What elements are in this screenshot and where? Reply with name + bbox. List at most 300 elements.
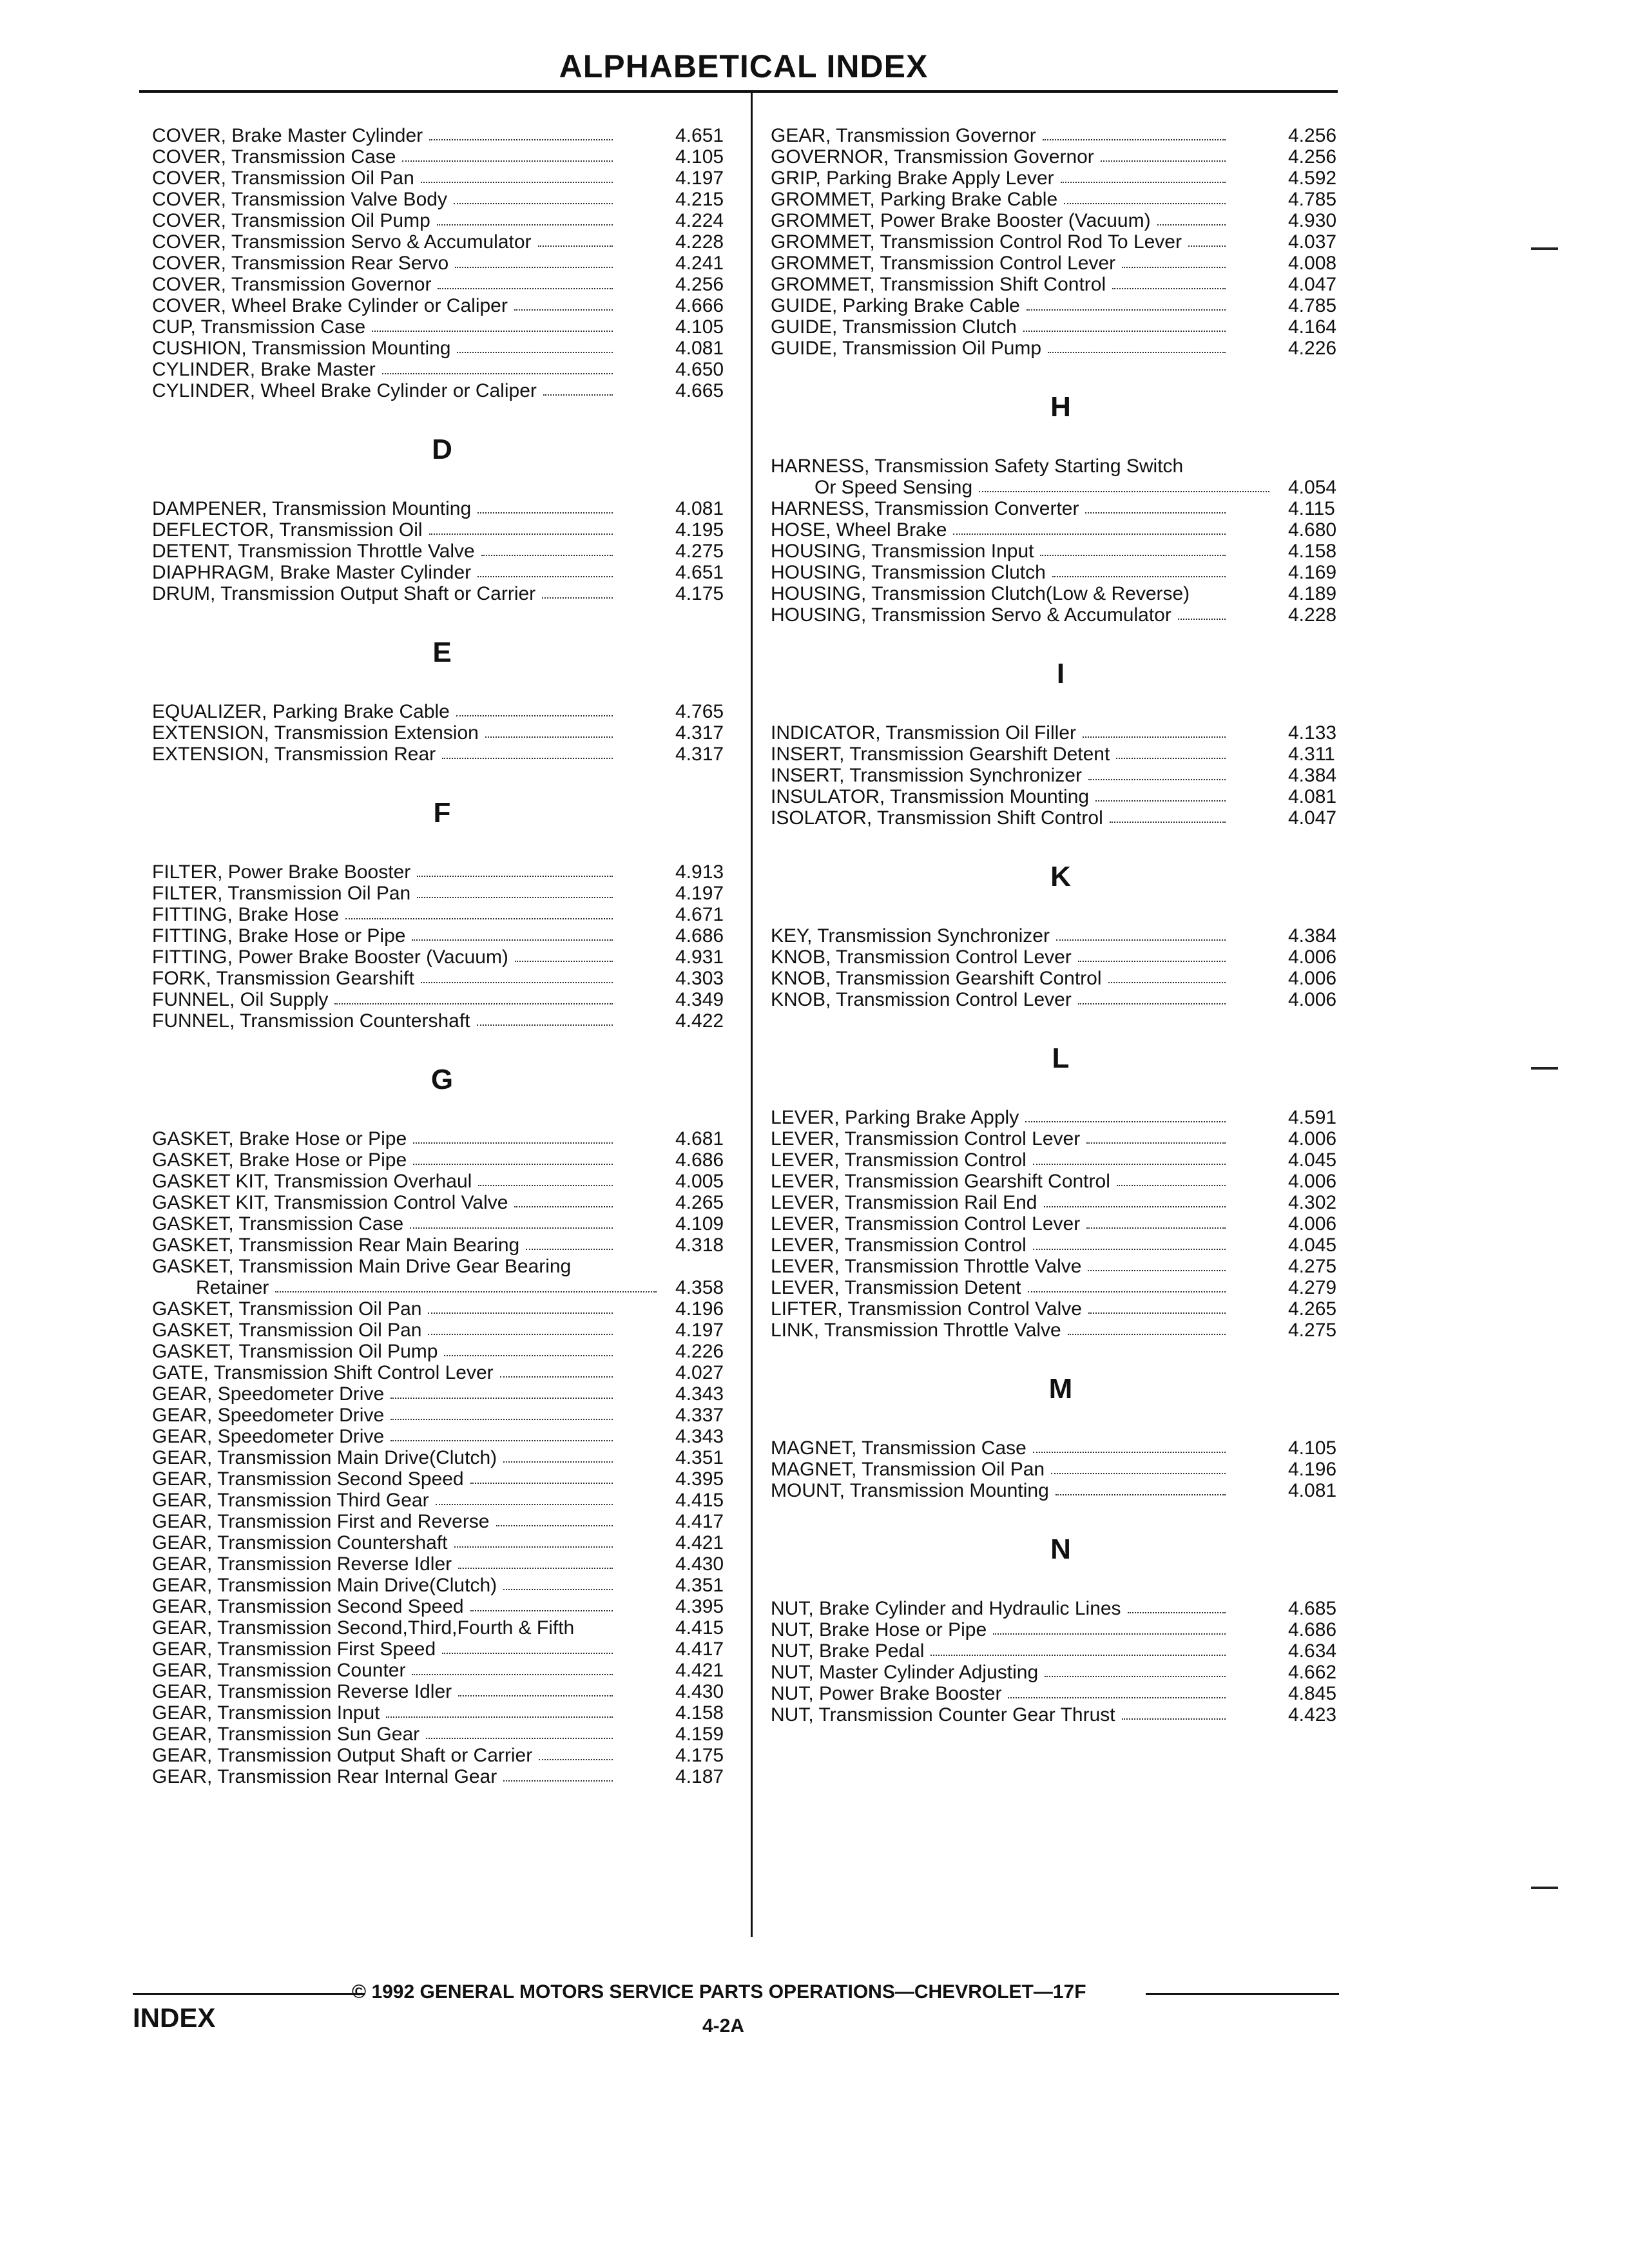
index-entry [152,744,738,765]
section-letter-heading: G [430,1064,454,1095]
index-entry [771,562,1351,583]
page-title: ALPHABETICAL INDEX [559,48,929,84]
index-entry [771,295,1351,316]
index-entry [152,1128,738,1149]
dot-leader [539,1745,613,1760]
entry-page-ref: 4.195 [675,519,724,541]
dot-leader [438,274,613,289]
dot-leader [429,519,613,535]
dot-leader [503,1575,613,1590]
entry-term: DIAPHRAGM, Brake Master Cylinder [152,562,472,583]
dot-leader [1052,562,1226,577]
right-column [771,125,1351,1725]
entry-term: GEAR, Transmission Main Drive(Clutch) [152,1447,497,1468]
entry-page-ref: 4.685 [1288,1598,1337,1619]
margin-mark [1531,1067,1558,1070]
entry-page-ref: 4.343 [675,1426,724,1447]
entry-page-ref: 4.634 [1288,1640,1337,1662]
dot-leader [477,1010,613,1026]
index-entry [771,604,1351,626]
entry-term: FITTING, Brake Hose [152,904,340,925]
index-entry [152,274,738,295]
entry-term: LEVER, Transmission Detent [771,1277,1021,1298]
dot-leader [1008,1683,1226,1698]
index-entry [152,583,738,604]
entry-term: HOUSING, Transmission Clutch(Low & Reverse) [771,583,1190,604]
entry-term: GASKET, Transmission Rear Main Bearing [152,1235,520,1256]
index-entry [152,1575,738,1596]
entry-page-ref: 4.395 [675,1596,724,1617]
index-entry [771,989,1351,1010]
entry-term: GEAR, Transmission Input [152,1702,380,1724]
footer-rule-right [1146,1993,1339,1995]
dot-leader [1157,210,1226,226]
entry-page-ref: 4.197 [675,168,724,189]
entry-page-ref: 4.422 [675,1010,724,1032]
index-entry [152,861,738,883]
entry-term: GEAR, Transmission Reverse Idler [152,1553,452,1575]
entry-page-ref: 4.686 [1288,1619,1337,1640]
index-entry [771,316,1351,338]
entry-term: INDICATOR, Transmission Oil Filler [771,722,1076,744]
entry-page-ref: 4.651 [675,562,724,583]
dot-leader [436,1490,613,1505]
entry-page-ref: 4.591 [1288,1107,1337,1128]
index-entry [771,1298,1351,1320]
index-entry [771,456,1351,477]
entry-term: GUIDE, Transmission Oil Pump [771,338,1042,359]
entry-page-ref: 4.045 [1288,1149,1337,1171]
entry-term: HARNESS, Transmission Converter [771,498,1079,519]
entry-term: GEAR, Transmission Output Shaft or Carrier [152,1745,533,1766]
dot-leader [930,1640,1226,1656]
dot-leader [538,231,613,247]
dot-leader [1086,1213,1226,1229]
entry-page-ref: 4.662 [1288,1662,1337,1683]
dot-leader [454,1532,613,1548]
index-entry [771,765,1351,786]
dot-leader [503,1447,613,1463]
dot-leader [1122,253,1226,268]
dot-leader [442,744,613,759]
index-entry [771,1235,1351,1256]
entry-page-ref: 4.686 [675,925,724,947]
dot-leader [390,1426,613,1441]
left-column [152,125,738,1787]
dot-leader [412,925,613,941]
entry-term: LEVER, Transmission Gearshift Control [771,1171,1110,1192]
index-entry [152,947,738,968]
dot-leader [458,1681,613,1696]
entry-term: GEAR, Speedometer Drive [152,1426,385,1447]
entry-term: GOVERNOR, Transmission Governor [771,146,1094,168]
entry-page-ref: 4.318 [675,1235,724,1256]
entry-term: COVER, Transmission Valve Body [152,189,447,210]
index-entry [152,1639,738,1660]
entry-page-ref: 4.665 [675,380,724,401]
entry-term: NUT, Master Cylinder Adjusting [771,1662,1039,1683]
index-entry [771,786,1351,807]
index-entry [152,1298,738,1320]
index-entry [771,1192,1351,1213]
entry-term: COVER, Transmission Oil Pan [152,168,414,189]
dot-leader [993,1619,1226,1635]
entry-page-ref: 4.666 [675,295,724,316]
entry-page-ref: 4.275 [1288,1320,1337,1341]
entry-term: FITTING, Power Brake Booster (Vacuum) [152,947,508,968]
entry-term: FUNNEL, Transmission Countershaft [152,1010,470,1032]
entry-term: HOSE, Wheel Brake [771,519,947,541]
entry-term: INSERT, Transmission Synchronizer [771,765,1082,786]
index-entry [152,1256,738,1277]
index-entry [152,541,738,562]
entry-page-ref: 4.384 [1288,925,1337,947]
dot-leader [454,189,613,204]
index-entry [771,947,1351,968]
entry-term: FUNNEL, Oil Supply [152,989,329,1010]
index-entry [771,722,1351,744]
entry-page-ref: 4.302 [1288,1192,1337,1213]
entry-page-ref: 4.417 [675,1639,724,1660]
dot-leader [1078,947,1226,962]
index-entry [771,1128,1351,1149]
entry-page-ref: 4.931 [675,947,724,968]
index-entry [152,168,738,189]
section-letter-heading: L [1052,1043,1070,1074]
entry-page-ref: 4.228 [675,231,724,253]
entry-page-ref: 4.845 [1288,1683,1337,1704]
dot-leader [1023,316,1226,332]
entry-page-ref: 4.265 [675,1192,724,1213]
index-entry [152,231,738,253]
entry-term: GEAR, Transmission Second Speed [152,1596,464,1617]
entry-page-ref: 4.175 [675,583,724,604]
entry-term: FILTER, Power Brake Booster [152,861,411,883]
entry-page-ref: 4.275 [675,541,724,562]
entry-term: COVER, Transmission Oil Pump [152,210,430,231]
dot-leader [1095,786,1226,802]
index-entry [152,1490,738,1511]
entry-page-ref: 4.421 [675,1660,724,1681]
entry-page-ref: 4.680 [1288,519,1337,541]
entry-page-ref: 4.047 [1288,807,1337,829]
entry-term: EXTENSION, Transmission Rear [152,744,436,765]
margin-mark [1531,247,1558,250]
dot-leader [1085,498,1226,514]
entry-page-ref: 4.343 [675,1383,724,1405]
index-entry [152,125,738,146]
entry-term: LEVER, Transmission Control Lever [771,1128,1081,1149]
dot-leader [485,722,613,738]
dot-leader [1086,1128,1226,1144]
entry-term: GASKET, Transmission Main Drive Gear Bearing [152,1256,572,1277]
entry-page-ref: 4.027 [675,1362,724,1383]
index-entry [152,968,738,989]
entry-term: NUT, Transmission Counter Gear Thrust [771,1704,1115,1725]
entry-term: LEVER, Transmission Control [771,1149,1027,1171]
entry-term: GUIDE, Parking Brake Cable [771,295,1020,316]
dot-leader [386,1702,613,1718]
index-entry [152,1149,738,1171]
entry-term: GROMMET, Parking Brake Cable [771,189,1058,210]
index-entry [771,253,1351,274]
index-entry [771,541,1351,562]
entry-term: GEAR, Transmission First Speed [152,1639,436,1660]
entry-term: CUP, Transmission Case [152,316,366,338]
dot-leader [470,1596,613,1611]
dot-leader [428,1320,613,1335]
dot-leader [1110,807,1226,823]
section-letter-heading: E [432,637,452,668]
entry-term: GASKET KIT, Transmission Overhaul [152,1171,472,1192]
entry-page-ref: 4.159 [675,1724,724,1745]
index-entry [152,1511,738,1532]
entry-page-ref: 4.913 [675,861,724,883]
entry-page-ref: 4.008 [1288,253,1337,274]
section-letter-heading: I [1056,658,1065,689]
entry-term: HOUSING, Transmission Input [771,541,1034,562]
entry-page-ref: 4.197 [675,1320,724,1341]
entry-page-ref: 4.785 [1288,295,1337,316]
entry-page-ref: 4.006 [1288,1213,1337,1235]
entry-page-ref: 4.047 [1288,274,1337,295]
entry-page-ref: 4.187 [675,1766,724,1787]
entry-page-ref: 4.279 [1288,1277,1337,1298]
entry-page-ref: 4.241 [675,253,724,274]
entry-page-ref: 4.671 [675,904,724,925]
index-entry [771,1256,1351,1277]
index-entry [771,1619,1351,1640]
index-entry [771,168,1351,189]
entry-page-ref: 4.415 [675,1490,724,1511]
index-entry [771,1320,1351,1341]
index-entry [152,904,738,925]
section-letter-heading: D [432,434,452,465]
footer-rule-left [133,1993,365,1995]
entry-term: HARNESS, Transmission Safety Starting Switch [771,456,1184,477]
dot-leader [1028,1277,1226,1293]
entry-term: LEVER, Parking Brake Apply [771,1107,1019,1128]
index-entry [152,1383,738,1405]
entry-page-ref: 4.224 [675,210,724,231]
entry-term: INSERT, Transmission Gearshift Detent [771,744,1110,765]
entry-page-ref: 4.175 [675,1745,724,1766]
dot-leader [421,968,613,983]
entry-term: GEAR, Transmission Countershaft [152,1532,448,1553]
index-entry [152,1171,738,1192]
entry-term: GASKET, Brake Hose or Pipe [152,1128,407,1149]
dot-leader [413,1149,613,1165]
entry-page-ref: 4.651 [675,125,724,146]
index-entry [152,1702,738,1724]
entry-page-ref: 4.006 [1288,1171,1337,1192]
index-entry [771,744,1351,765]
index-entry [771,1459,1351,1480]
entry-page-ref: 4.256 [1288,125,1337,146]
entry-page-ref: 4.303 [675,968,724,989]
entry-term: HOUSING, Transmission Servo & Accumulator [771,604,1171,626]
entry-page-ref: 4.430 [675,1553,724,1575]
index-entry [152,1745,738,1766]
index-entry [152,1362,738,1383]
index-entry [152,1681,738,1702]
dot-leader [437,210,613,226]
dot-leader [477,562,613,577]
dot-leader [481,541,613,556]
entry-page-ref: 4.105 [1288,1437,1337,1459]
dot-leader [457,338,613,353]
index-entry [152,1277,738,1298]
entry-page-ref: 4.421 [675,1532,724,1553]
entry-term: GEAR, Transmission Second,Third,Fourth & Fifth [152,1617,575,1639]
dot-leader [470,1468,613,1484]
entry-term: GRIP, Parking Brake Apply Lever [771,168,1054,189]
index-entry [152,1010,738,1032]
entry-term: LEVER, Transmission Rail End [771,1192,1037,1213]
entry-term: GASKET, Transmission Oil Pump [152,1341,438,1362]
index-entry [771,189,1351,210]
index-entry [152,925,738,947]
index-entry [152,1426,738,1447]
dot-leader [1064,189,1226,204]
dot-leader [1088,765,1226,780]
entry-term: COVER, Wheel Brake Cylinder or Caliper [152,295,508,316]
entry-page-ref: 4.037 [1288,231,1337,253]
index-entry [152,562,738,583]
index-entry [152,1596,738,1617]
top-rule [139,90,1338,93]
dot-leader [979,477,1269,492]
entry-term: LINK, Transmission Throttle Valve [771,1320,1061,1341]
entry-term: LEVER, Transmission Throttle Valve [771,1256,1082,1277]
index-entry [771,1598,1351,1619]
dot-leader [953,519,1226,535]
index-entry [771,498,1351,519]
dot-leader [1033,1149,1226,1165]
dot-leader [515,947,613,962]
entry-page-ref: 4.081 [675,338,724,359]
index-entry [771,807,1351,829]
dot-leader [382,359,613,374]
section-label: INDEX [133,2003,216,2033]
dot-leader [417,883,613,898]
index-entry [152,1447,738,1468]
dot-leader [413,1128,613,1144]
entry-term: CYLINDER, Brake Master [152,359,376,380]
entry-term: GASKET, Transmission Oil Pan [152,1298,422,1320]
dot-leader [442,1639,613,1654]
index-entry [771,338,1351,359]
entry-term: NUT, Brake Pedal [771,1640,925,1662]
entry-term: EQUALIZER, Parking Brake Cable [152,701,450,722]
entry-page-ref: 4.006 [1288,947,1337,968]
index-entry [152,146,738,168]
dot-leader [1033,1235,1226,1250]
entry-term: NUT, Brake Hose or Pipe [771,1619,987,1640]
entry-term: Retainer [196,1277,269,1298]
dot-leader [478,1171,613,1186]
entry-term: MAGNET, Transmission Oil Pan [771,1459,1045,1480]
dot-leader [421,168,613,183]
entry-page-ref: 4.265 [1288,1298,1337,1320]
entry-page-ref: 4.256 [1288,146,1337,168]
dot-leader [456,701,613,716]
entry-page-ref: 4.256 [675,274,724,295]
dot-leader [1101,146,1226,162]
index-entry [771,1107,1351,1128]
index-entry [771,583,1351,604]
entry-page-ref: 4.417 [675,1511,724,1532]
dot-leader [390,1405,613,1420]
entry-term: GEAR, Transmission Third Gear [152,1490,429,1511]
dot-leader [412,1660,613,1675]
dot-leader [1068,1320,1226,1335]
entry-page-ref: 4.430 [675,1681,724,1702]
entry-page-ref: 4.006 [1288,968,1337,989]
entry-page-ref: 4.592 [1288,168,1337,189]
entry-page-ref: 4.930 [1288,210,1337,231]
entry-page-ref: 4.337 [675,1405,724,1426]
dot-leader [1061,168,1226,183]
index-entry [152,1320,738,1341]
entry-page-ref: 4.351 [675,1575,724,1596]
dot-leader [514,295,613,311]
entry-term: GEAR, Transmission Counter [152,1660,406,1681]
index-entry [771,925,1351,947]
dot-leader [345,904,613,919]
entry-term: DEFLECTOR, Transmission Oil [152,519,423,541]
index-entry [771,274,1351,295]
entry-page-ref: 4.275 [1288,1256,1337,1277]
entry-term: KNOB, Transmission Control Lever [771,947,1072,968]
dot-leader [1112,274,1226,289]
index-entry [152,253,738,274]
dot-leader [1033,1437,1226,1453]
index-entry [152,1468,738,1490]
dot-leader [1188,231,1226,247]
index-entry [152,1405,738,1426]
entry-page-ref: 4.081 [1288,786,1337,807]
entry-page-ref: 4.358 [675,1277,724,1298]
entry-page-ref: 4.197 [675,883,724,904]
dot-leader [458,1553,613,1569]
index-entry [152,1617,738,1639]
entry-page-ref: 4.006 [1288,989,1337,1010]
entry-term: FITTING, Brake Hose or Pipe [152,925,406,947]
entry-page-ref: 4.196 [675,1298,724,1320]
entry-page-ref: 4.158 [1288,541,1337,562]
dot-leader [477,498,613,514]
dot-leader [1051,1459,1226,1474]
entry-term: GASKET, Transmission Oil Pan [152,1320,422,1341]
dot-leader [542,583,613,599]
entry-term: DAMPENER, Transmission Mounting [152,498,472,519]
dot-leader [1088,1256,1226,1271]
entry-term: COVER, Brake Master Cylinder [152,125,423,146]
entry-term: KNOB, Transmission Control Lever [771,989,1072,1010]
index-entry [771,1683,1351,1704]
entry-page-ref: 4.006 [1288,1128,1337,1149]
index-entry [771,1704,1351,1725]
index-entry [771,231,1351,253]
dot-leader [496,1511,613,1526]
dot-leader [275,1277,657,1293]
index-entry [152,1766,738,1787]
section-letter-heading: K [1050,861,1071,892]
index-entry [152,380,738,401]
entry-page-ref: 4.349 [675,989,724,1010]
entry-term: KEY, Transmission Synchronizer [771,925,1050,947]
